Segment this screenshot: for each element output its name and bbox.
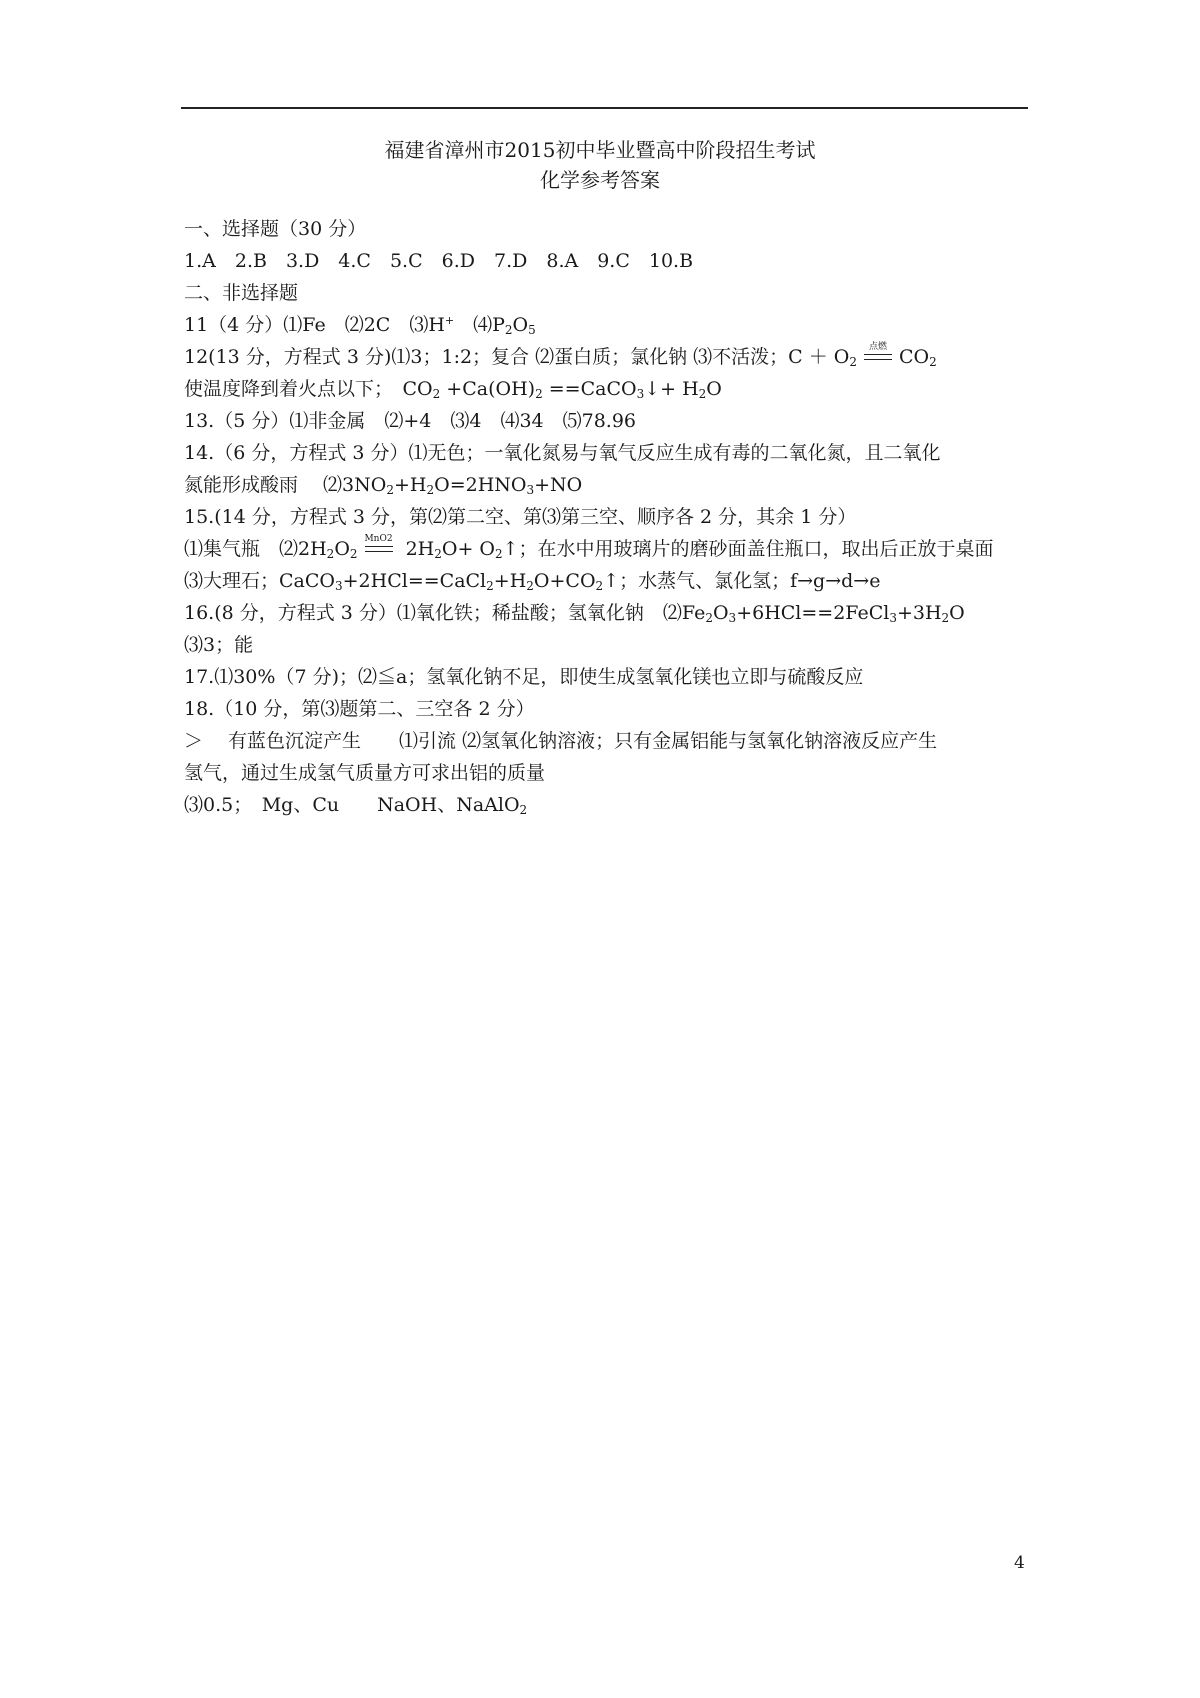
page-title: 福建省漳州市2015初中毕业暨高中阶段招生考试 bbox=[384, 138, 816, 162]
answer-18-line2: 氢气，通过生成氢气质量方可求出铝的质量 bbox=[184, 762, 546, 784]
answer-15-line2: ⑶大理石；$CaCO_3+2HCl==CaCl_2+H_2O+CO_2↑$；水蒸气、氯化氢；f→g→d→e bbox=[184, 570, 881, 593]
answer-12-line2: 使温度降到着火点以下； $CO_2 +Ca(OH)_2$ ==CaCO$_3$↓+ $H_2O$ bbox=[184, 378, 722, 401]
answer-16-line1: 16.(8 分，方程式 3 分）⑴氧化铁；稀盐酸；氢氧化钠 $⑵Fe_2O_3+6HCl==2FeCl_3+3H_2O$ bbox=[184, 602, 965, 625]
answer-16-line2: ⑶3；能 bbox=[184, 634, 254, 656]
reaction-condition: 点燃 bbox=[861, 348, 895, 368]
section-heading-choice: 一、选择题（30 分） bbox=[184, 218, 367, 240]
reaction-condition: MnO2 bbox=[362, 540, 396, 560]
section-heading-nonchoice: 二、非选择题 bbox=[184, 282, 299, 304]
answer-14-line1: 14.（6 分，方程式 3 分）⑴无色；一氧化氮易与氧气反应生成有毒的二氧化氮，且二氧化 bbox=[184, 442, 941, 464]
answer-13: 13.（5 分）⑴非金属 ⑵+4 ⑶4 ⑷34 ⑸78.96 bbox=[184, 410, 637, 432]
answer-15-line1: ⑴集气瓶 $⑵2H_2O_2$ MnO2 $2H_2O+$ $O_2↑$；在水中用玻璃片的磨砂面盖住瓶口，取出后正放于桌面 bbox=[184, 534, 994, 561]
answer-12-line1: 12(13 分，方程式 3 分)⑴3；1:2；复合 ⑵蛋白质；氯化钠 ⑶不活泼；$C + O_2$ 点燃 $CO_2$ bbox=[184, 342, 937, 369]
answer-18-line1: ＞ 有蓝色沉淀产生 ⑴引流 ⑵氢氧化钠溶液；只有金属铝能与氢氧化钠溶液反应产生 bbox=[184, 730, 938, 752]
page-number: 4 bbox=[1014, 1553, 1025, 1573]
answer-17: 17.⑴30%（7 分)；⑵≦a；氢氧化钠不足，即使生成氢氧化镁也立即与硫酸反应 bbox=[184, 666, 864, 688]
answer-content bbox=[184, 213, 1029, 821]
answer-15-heading: 15.(14 分，方程式 3 分，第⑵第二空、第⑶第三空、顺序各 2 分，其余 1 分） bbox=[184, 506, 857, 528]
answer-11: 11（4 分）⑴Fe ⑵2C ⑶H+ $⑷P_2O_5$ bbox=[184, 314, 536, 337]
answer-18-line3: ⑶0.5； Mg、Cu NaOH、NaAlO$_2$ bbox=[184, 794, 528, 817]
choice-answers: 1.A 2.B 3.D 4.C 5.C 6.D 7.D 8.A 9.C 10.B bbox=[184, 250, 694, 272]
header-rule bbox=[181, 107, 1028, 109]
answer-18-heading: 18.（10 分，第⑶题第二、三空各 2 分） bbox=[184, 698, 535, 720]
answer-14-line2: 氮能形成酸雨 $⑵3NO_2+H_2O=2HNO_3+NO$ bbox=[184, 474, 583, 497]
page-subtitle: 化学参考答案 bbox=[540, 168, 660, 192]
